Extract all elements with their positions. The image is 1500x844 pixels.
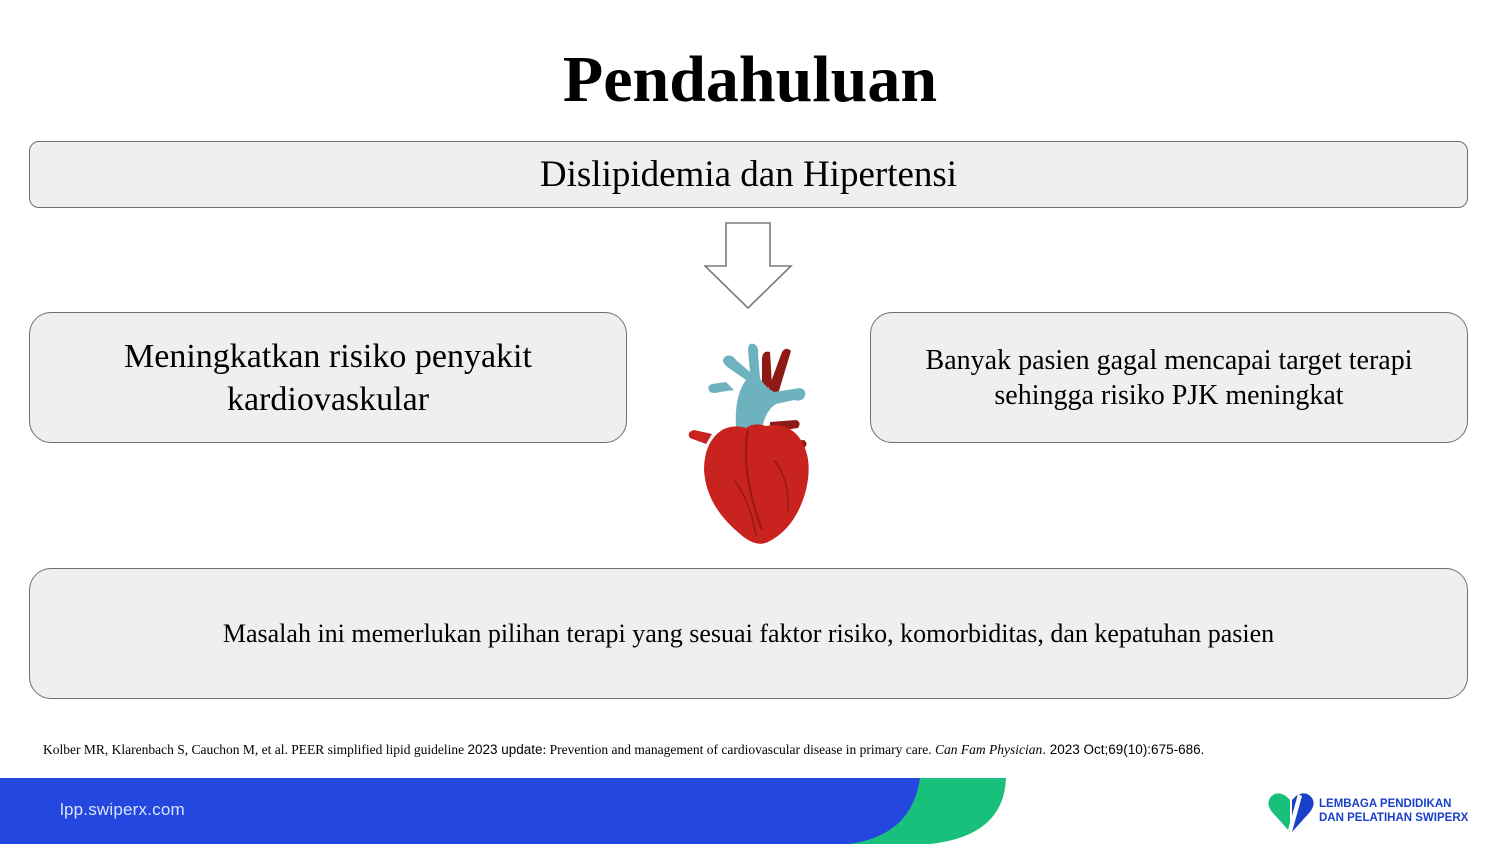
swiperx-heart-logo-icon (1266, 790, 1316, 834)
footer-logo-text (1319, 797, 1468, 825)
reference-journal: Can Fam Physician (935, 742, 1043, 757)
slide-title: Pendahuluan (562, 43, 938, 116)
conclusion-box (29, 568, 1468, 699)
target-text: Banyak pasien gagal mencapai target terapi sehingga risiko PJK meningkat (925, 344, 1413, 411)
target-box (870, 312, 1468, 443)
footer-url[interactable]: lpp.swiperx.com (60, 800, 185, 819)
reference-details: . 2023 Oct;69(10):675-686. (1042, 742, 1205, 757)
logo-line-1: LEMBAGA PENDIDIKAN (1319, 798, 1452, 810)
down-arrow-icon (704, 222, 794, 312)
anatomical-heart-icon (650, 330, 850, 550)
reference-year-update: 2023 update (467, 742, 543, 757)
reference-authors: Kolber MR, Klarenbach S, Cauchon M, et al. PEER simplified lipid guideline (43, 742, 468, 757)
risk-box (29, 312, 627, 443)
logo-line-2: DAN PELATIHAN SWIPERX (1319, 812, 1469, 824)
topic-text: Dislipidemia dan Hipertensi (539, 154, 958, 195)
risk-text: Meningkatkan risiko penyakit kardiovaskular (124, 337, 532, 418)
reference-citation (43, 741, 1463, 759)
topic-box (29, 141, 1468, 208)
conclusion-text: Masalah ini memerlukan pilihan terapi yang sesuai faktor risiko, komorbiditas, dan kepatuhan pasien (222, 618, 1275, 648)
reference-subtitle: : Prevention and management of cardiovascular disease in primary care. (542, 742, 935, 757)
